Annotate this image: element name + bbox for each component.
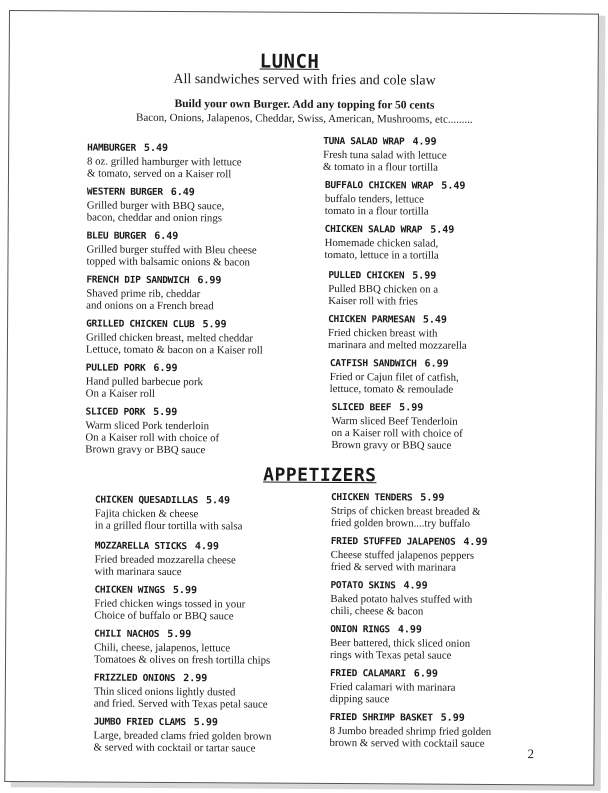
- item-desc: tomato, lettuce in a tortilla: [324, 248, 439, 262]
- menu-item: [328, 309, 568, 352]
- item-desc: marinara and melted mozzarella: [327, 338, 467, 352]
- item-desc: tomato in a flour tortilla: [324, 204, 429, 218]
- menu-item: [95, 536, 335, 579]
- item-name: CHILI NACHOS: [94, 628, 160, 640]
- item-name: ONION RINGS: [330, 623, 390, 636]
- item-price: 4.99: [463, 536, 488, 548]
- item-price: 5.99: [420, 492, 445, 504]
- menu-item: [87, 137, 327, 180]
- item-desc: & tomato, served on a Kaiser roll: [86, 167, 232, 181]
- item-price: 6.99: [413, 668, 438, 680]
- item-desc: 8 Jumbo breaded shrimp fried golden: [329, 724, 492, 738]
- item-desc: On a Kaiser roll: [85, 387, 155, 400]
- item-price: 5.99: [440, 712, 465, 724]
- menu-item: [95, 490, 335, 533]
- item-desc: 8 oz. grilled hamburger with lettuce: [87, 155, 242, 169]
- menu-item: [86, 225, 326, 268]
- item-desc: lettuce, tomato & remoulade: [329, 382, 454, 396]
- item-desc: Grilled burger stuffed with Bleu cheese: [86, 243, 257, 257]
- item-price: 5.99: [153, 406, 178, 419]
- item-desc: Beer battered, thick sliced onion: [330, 636, 471, 650]
- item-desc: Kaiser roll with fries: [328, 294, 418, 308]
- item-desc: Homemade chicken salad,: [324, 236, 439, 250]
- item-name: FRIED SHRIMP BASKET: [329, 711, 433, 724]
- item-desc: and onions on a French bread: [86, 299, 214, 313]
- item-name: GRILLED CHICKEN CLUB: [86, 318, 195, 331]
- item-name: POTATO SKINS: [330, 579, 396, 592]
- item-desc: with marinara sauce: [94, 565, 182, 579]
- item-desc: dipping sauce: [329, 692, 390, 706]
- item-name: FRIZZLED ONIONS: [93, 672, 176, 685]
- item-price: 2.99: [183, 673, 208, 685]
- item-price: 5.99: [167, 628, 192, 641]
- menu-item: [86, 357, 326, 400]
- item-desc: Large, breaded clams fried golden brown: [93, 729, 272, 743]
- item-price: 5.49: [205, 495, 231, 507]
- item-desc: Fried breaded mozzarella cheese: [94, 553, 236, 567]
- item-desc: fried golden brown....try buffalo: [330, 516, 471, 530]
- item-desc: Warm sliced Beef Tenderloin: [331, 414, 458, 428]
- menu-item: [330, 353, 570, 396]
- item-desc: Grilled chicken breast, melted cheddar: [85, 331, 254, 345]
- item-desc: Fried chicken wings tossed in your: [94, 597, 246, 611]
- menu-item: [94, 668, 334, 711]
- item-price: 4.99: [412, 136, 437, 148]
- item-price: 6.49: [170, 186, 195, 199]
- burger-toppings: Bacon, Onions, Jalapenos, Cheddar, Swiss, American, Mushrooms, etc.........: [136, 111, 473, 126]
- item-desc: Thin sliced onions lightly dusted: [93, 685, 236, 699]
- item-desc: brown & served with cocktail sauce: [329, 736, 485, 750]
- menu-item: [324, 219, 564, 262]
- item-name: JUMBO FRIED CLAMS: [93, 716, 186, 729]
- item-name: SLICED BEEF: [331, 401, 392, 414]
- item-desc: Brown gravy or BBQ sauce: [331, 438, 452, 452]
- item-name: FRIED STUFFED JALAPENOS: [330, 535, 456, 548]
- item-desc: Fried chicken breast with: [327, 326, 438, 340]
- item-desc: Hand pulled barbecue pork: [85, 375, 204, 389]
- item-name: CHICKEN QUESADILLAS: [94, 494, 199, 507]
- item-desc: Brown gravy or BBQ sauce: [85, 443, 206, 457]
- item-desc: on a Kaiser roll with choice of: [331, 426, 463, 440]
- item-price: 4.99: [403, 580, 428, 592]
- item-desc: Cheese stuffed jalapenos peppers: [330, 548, 475, 562]
- menu-item: [330, 663, 570, 706]
- menu-item: [330, 575, 570, 618]
- menu-item: [323, 131, 563, 174]
- item-desc: Chili, cheese, jalapenos, lettuce: [94, 641, 231, 655]
- item-price: 4.99: [397, 624, 422, 636]
- item-price: 5.49: [422, 314, 447, 326]
- item-price: 5.49: [441, 180, 466, 192]
- item-desc: Fajita chicken & cheese: [94, 507, 199, 521]
- item-price: 5.49: [143, 142, 169, 154]
- menu-item: [85, 401, 325, 456]
- item-desc: Fried calamari with marinara: [329, 680, 456, 694]
- item-desc: fried & served with marinara: [330, 560, 456, 574]
- item-desc: buffalo tenders, lettuce: [324, 192, 424, 206]
- item-name: BUFFALO CHICKEN WRAP: [324, 179, 434, 192]
- item-desc: Pulled BBQ chicken on a: [328, 282, 439, 296]
- burger-note: Build your own Burger. Add any topping for 50 cents: [174, 98, 435, 112]
- item-desc: and fried. Served with Texas petal sauce: [93, 697, 268, 711]
- item-name: CATFISH SANDWICH: [329, 357, 417, 370]
- menu-item: [331, 531, 571, 574]
- item-desc: Shaved prime rib, cheddar: [86, 287, 201, 301]
- item-desc: On a Kaiser roll with choice of: [85, 431, 220, 445]
- menu-item: [330, 619, 570, 662]
- item-name: CHICKEN SALAD WRAP: [324, 223, 423, 236]
- item-price: 5.99: [412, 270, 437, 282]
- item-desc: chili, cheese & bacon: [330, 604, 424, 618]
- item-name: PULLED PORK: [85, 362, 146, 374]
- item-desc: Choice of buffalo or BBQ sauce: [94, 609, 234, 623]
- item-name: SLICED PORK: [85, 406, 146, 418]
- item-price: 5.99: [399, 402, 424, 414]
- item-desc: Strips of chicken breast breaded &: [330, 504, 481, 518]
- page-number: 2: [527, 746, 535, 762]
- item-price: 6.49: [154, 230, 179, 243]
- item-desc: Lettuce, tomato & bacon on a Kaiser roll: [85, 343, 263, 357]
- item-price: 6.99: [424, 358, 449, 370]
- menu-item: [86, 313, 326, 356]
- item-name: CHICKEN PARMESAN: [328, 313, 415, 326]
- item-desc: Warm sliced Pork tenderloin: [85, 419, 210, 433]
- item-name: WESTERN BURGER: [86, 186, 163, 198]
- item-desc: in a grilled flour tortilla with salsa: [94, 519, 243, 533]
- item-name: CHICKEN TENDERS: [330, 491, 413, 504]
- appetizers-heading: APPETIZERS: [263, 464, 377, 487]
- item-desc: & served with cocktail or tartar sauce: [93, 741, 256, 755]
- menu-item: [87, 181, 327, 224]
- item-desc: Baked potato halves stuffed with: [330, 592, 473, 606]
- menu-item: [94, 624, 334, 667]
- menu-item: [93, 712, 333, 755]
- menu-page: [4, 10, 599, 786]
- item-desc: rings with Texas petal sauce: [330, 648, 452, 662]
- item-desc: Grilled burger with BBQ sauce,: [86, 199, 225, 213]
- menu-item: [325, 175, 565, 218]
- lunch-heading: LUNCH: [259, 50, 320, 73]
- menu-item: [328, 265, 568, 308]
- item-price: 6.99: [153, 362, 178, 375]
- lunch-subtitle: All sandwiches served with fries and cole slaw: [173, 72, 436, 89]
- item-name: MOZZARELLA STICKS: [94, 540, 187, 553]
- item-desc: Fried or Cajun filet of catfish,: [329, 370, 459, 384]
- item-price: 6.99: [197, 275, 222, 287]
- menu-item: [331, 487, 571, 530]
- item-desc: bacon, cheddar and onion rings: [86, 211, 223, 225]
- item-name: FRIED CALAMARI: [329, 667, 406, 680]
- item-name: CHICKEN WINGS: [94, 584, 165, 596]
- item-price: 5.99: [202, 319, 227, 331]
- item-price: 4.99: [194, 541, 219, 553]
- item-name: TUNA SALAD WRAP: [323, 135, 405, 148]
- menu-item: [329, 707, 569, 750]
- item-name: FRENCH DIP SANDWICH: [86, 274, 190, 287]
- item-name: HAMBURGER: [87, 142, 136, 154]
- menu-item: [94, 580, 334, 623]
- item-desc: Fresh tuna salad with lettuce: [323, 148, 447, 162]
- item-price: 5.49: [430, 224, 455, 236]
- item-desc: topped with balsamic onions & bacon: [86, 255, 250, 269]
- menu-item: [331, 397, 571, 452]
- item-name: BLEU BURGER: [86, 230, 147, 242]
- item-price: 5.99: [172, 585, 198, 597]
- item-name: PULLED CHICKEN: [328, 269, 405, 282]
- item-desc: & tomato in a flour tortilla: [323, 160, 438, 174]
- item-price: 5.99: [193, 717, 218, 729]
- item-desc: Tomatoes & olives on fresh tortilla chips: [93, 653, 271, 667]
- menu-item: [86, 269, 326, 312]
